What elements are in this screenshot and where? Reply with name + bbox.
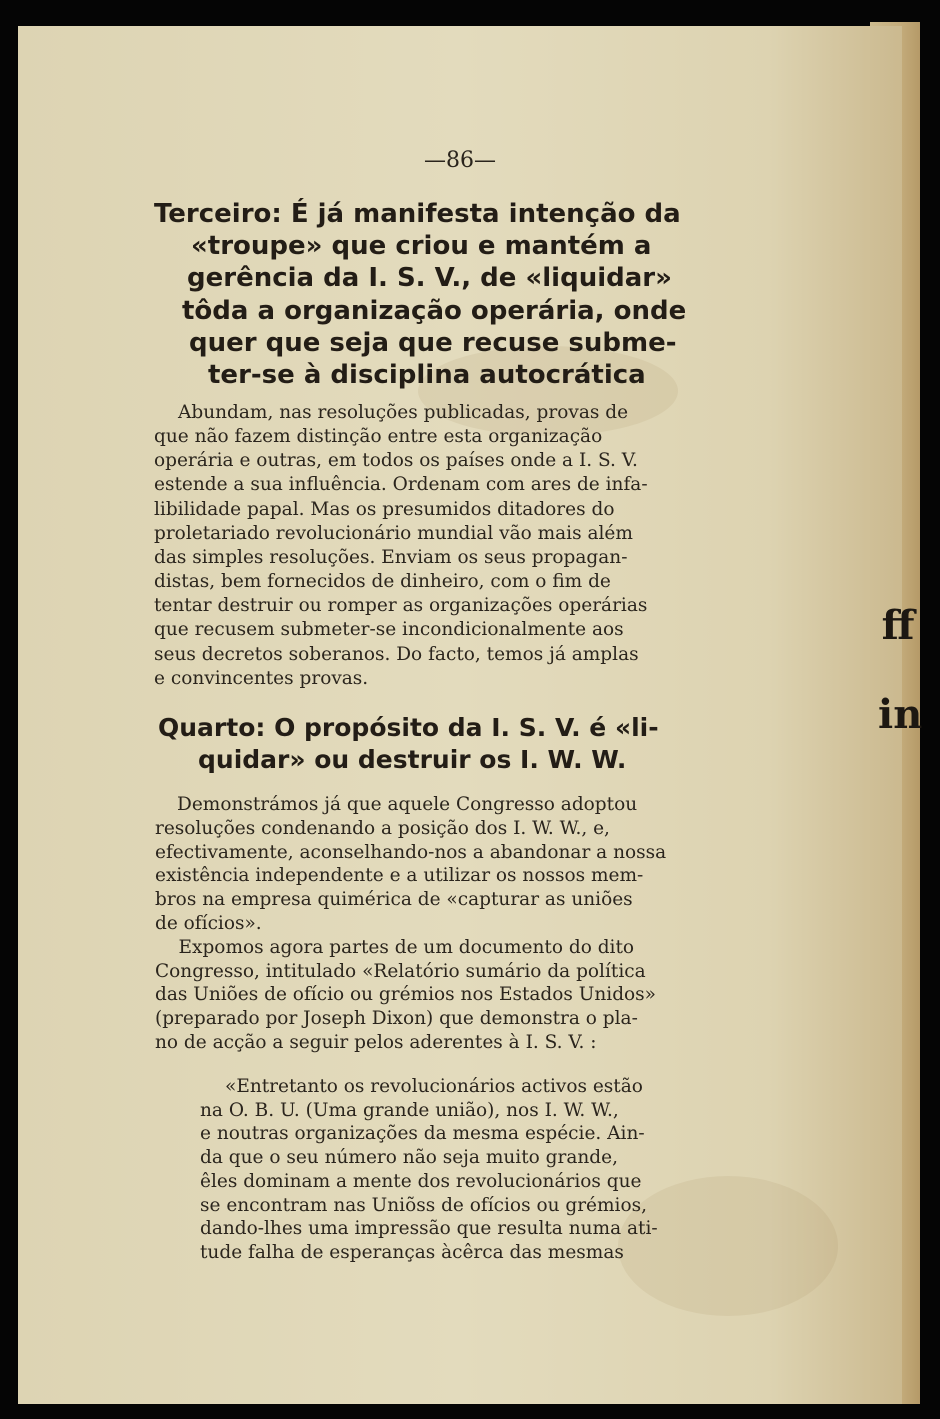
text-line: «Entretanto os revolucionários activos estão [225, 1076, 643, 1097]
text-line: de ofícios». [155, 912, 262, 934]
text-line: dando-lhes uma impressão que resulta numa ati- [200, 1218, 658, 1240]
text-line: que recusem submeter-se incondicionalmente aos [154, 619, 624, 641]
text-line: e convincentes provas. [154, 667, 369, 689]
text-line: bros na empresa quimérica de «capturar as uniões [155, 889, 633, 911]
text-line: resoluções condenando a posição dos I. W. W., e, [155, 817, 610, 839]
text-line: no de acção a seguir pelos aderentes à I. S. V. : [155, 1031, 597, 1053]
paragraph-terceiro [154, 401, 648, 691]
text-line: seus decretos soberanos. Do facto, temos já amplas [154, 643, 639, 665]
heading-line: Quarto: O propósito da I. S. V. é «li- [158, 713, 659, 742]
block-quote [200, 1075, 658, 1265]
text-line: tude falha de esperanças àcêrca das mesmas [200, 1241, 624, 1263]
heading-line: quer que seja que recuse subme- [189, 327, 677, 358]
text-line: operária e outras, em todos os países onde a I. S. V. [154, 450, 638, 472]
book-page [18, 26, 902, 1404]
paragraph-quarto [155, 793, 666, 1055]
text-line: êles dominam a mente dos revolucionários que [200, 1170, 642, 1192]
text-line: Abundam, nas resoluções publicadas, provas de [178, 402, 629, 423]
text-line: (preparado por Joseph Dixon) que demonstra o pla- [155, 1008, 638, 1030]
text-line: estende a sua influência. Ordenam com ares de infa- [154, 474, 648, 496]
text-line: da que o seu número não seja muito grande, [200, 1147, 618, 1169]
text-line: libilidade papal. Mas os presumidos ditadores do [154, 498, 615, 520]
heading-line: Terceiro: É já manifesta intenção da [154, 199, 681, 229]
adjacent-page-text-fragment: in [878, 691, 923, 738]
text-line: das Uniões de ofício ou grémios nos Estados Unidos» [155, 984, 656, 1006]
heading-line: «troupe» que criou e mantém a [191, 231, 652, 262]
heading-line: tôda a organização operária, onde [182, 295, 687, 326]
text-line: Congresso, intitulado «Relatório sumário da política [155, 960, 646, 982]
text-line: tentar destruir ou romper as organizações operárias [154, 595, 648, 617]
text-line: existência independente e a utilizar os nossos mem- [155, 865, 644, 887]
section-heading-quarto [158, 712, 659, 776]
text-line: e noutras organizações da mesma espécie. Ain- [200, 1123, 645, 1145]
text-line: na O. B. U. (Uma grande união), nos I. W. W., [200, 1099, 619, 1121]
page-number: —86— [424, 148, 496, 173]
text-line: que não fazem distinção entre esta organização [154, 426, 603, 448]
text-line: das simples resoluções. Enviam os seus propagan- [154, 546, 628, 568]
text-line: distas, bem fornecidos de dinheiro, com o fim de [154, 571, 611, 593]
text-line: se encontram nas Uniõss de ofícios ou grémios, [200, 1194, 647, 1216]
heading-line: ter-se à disciplina autocrática [208, 360, 646, 391]
text-line: Demonstrámos já que aquele Congresso adoptou [177, 794, 638, 815]
section-heading-terceiro [154, 198, 686, 391]
text-line: Expomos agora partes de um documento do dito [155, 936, 635, 958]
heading-line: quidar» ou destruir os I. W. W. [198, 745, 627, 774]
heading-line: gerência da I. S. V., de «liquidar» [187, 263, 672, 294]
adjacent-page-text-fragment: ff [881, 602, 915, 649]
text-line: efectivamente, aconselhando-nos a abandonar a nossa [155, 841, 667, 863]
text-line: proletariado revolucionário mundial vão mais além [154, 522, 633, 544]
